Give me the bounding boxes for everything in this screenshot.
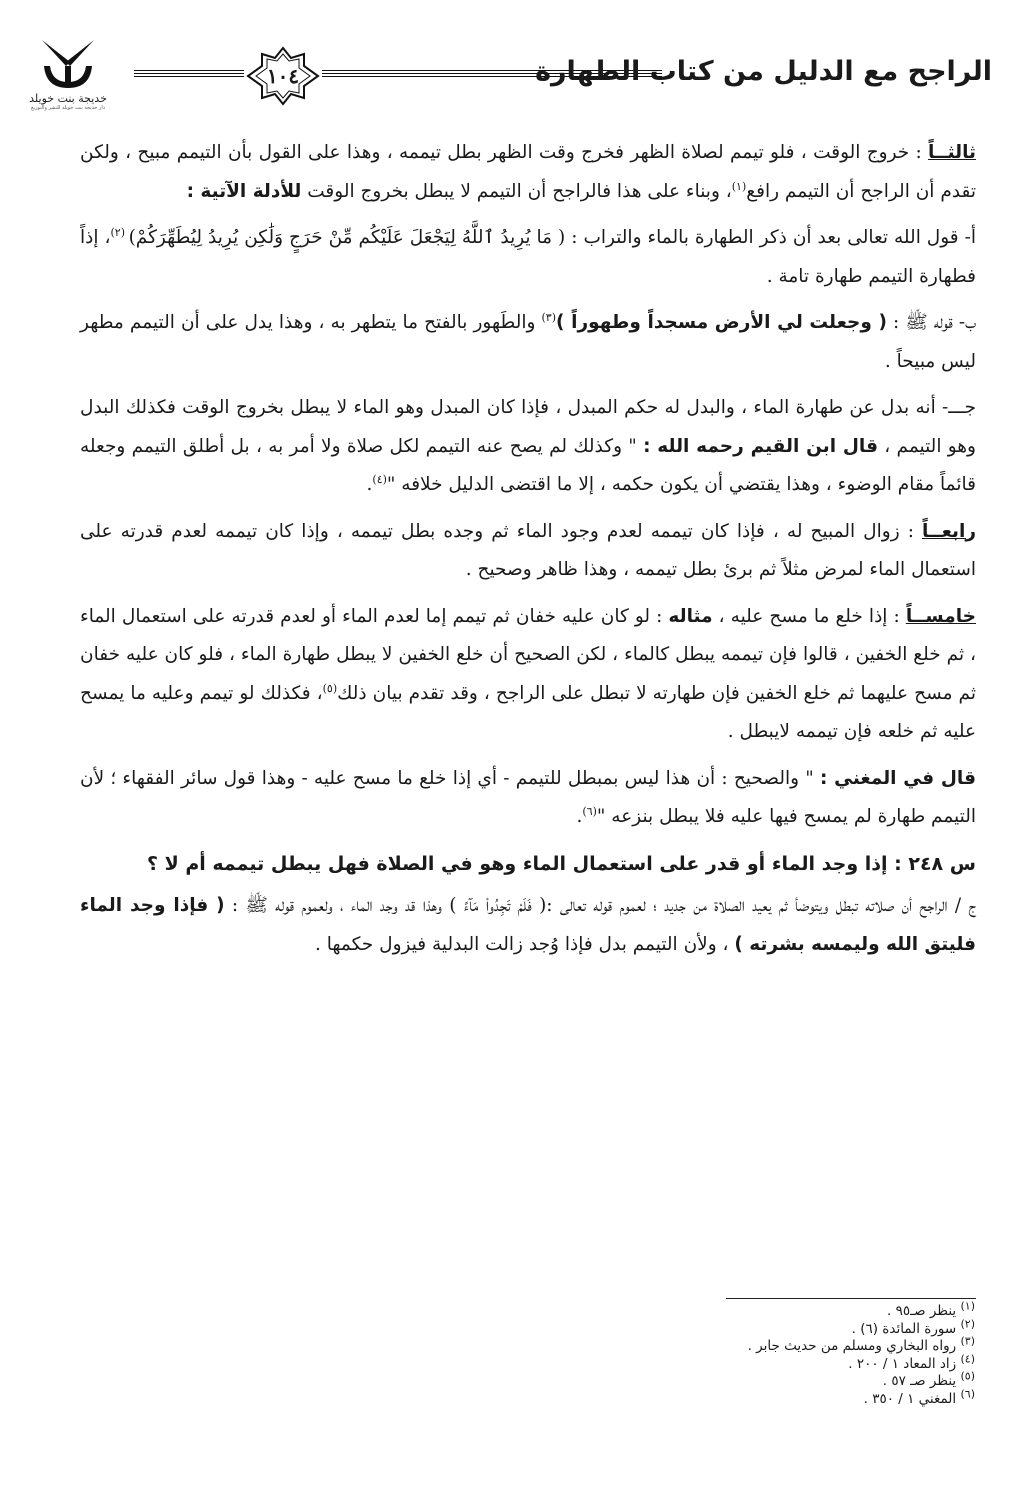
paragraph-text: أ- قول الله تعالى بعد أن ذكر الطهارة بالماء والتراب : ( مَا يُرِيدُ ٱللَّهُ لِيَجْعَلَ عَلَيْكُم مِّنْ حَرَجٍ وَلَٰكِن يُرِيدُ لِيُطَهِّرَكُمْ): [128, 227, 977, 248]
paragraph-text: .: [366, 474, 373, 495]
footnote-number: (٣): [960, 1334, 975, 1348]
paragraph-text: ج / الراجح أن صلاته تبطل ويتوضأ ثم يعيد الصلاة من جديد ؛ لعموم قوله تعالى :( فَلَمْ تَجِدُواْ مَآءً ) وهذا قد وجد الماء ، ولعموم قوله ﷺ :: [224, 895, 976, 916]
section-label: ثالثــاً: [928, 142, 976, 163]
section-label: خامســاً: [905, 605, 976, 627]
footnote-number: (٥): [960, 1369, 975, 1383]
footnote-ref: (٢): [110, 225, 129, 239]
footnote-number: (٤): [960, 1352, 975, 1365]
footnote-number: (٦): [960, 1387, 975, 1400]
hadith-text: ( وجعلت لي الأرض مسجداً وطهوراً ): [556, 312, 887, 333]
paragraph-text: والطَهور بالفتح ما يتطهر به ، وهذا يدل على أن التيمم مطهر ليس مبيحاً .: [80, 312, 976, 372]
bold-text: قال في المغني :: [819, 767, 976, 789]
logo-text: خديجة بنت خويلد: [29, 92, 107, 105]
paragraph-fifth: [80, 598, 976, 752]
footnote-item: [675, 1334, 975, 1356]
bold-text: للأدلة الآتية :: [186, 180, 302, 202]
bold-text: مثاله: [668, 605, 713, 627]
footnote-text: زاد المعاد ١ / ٢٠٠ .: [848, 1355, 957, 1372]
footnote-divider: [726, 1298, 976, 1299]
footnote-item: [675, 1387, 975, 1409]
paragraph-text: : زوال المبيح له ، فإذا كان تيممه لعدم وجود الماء ثم وجده بطل تيممه ، وإذا كان تيممه لعدم قدرته على استعمال الماء لمرض مثلاً ثم برئ بطل تيممه ، وهذا ظاهر وصحيح .: [80, 520, 976, 580]
paragraph-third: [80, 134, 976, 211]
paragraph-text: ، إذاً فطهارة التيمم طهارة تامة .: [80, 227, 976, 287]
paragraph-evidence-c: [80, 389, 976, 505]
publisher-logo: [22, 36, 114, 120]
header-rule-left: [134, 70, 244, 82]
book-title: الراجح مع الدليل من كتاب الطهارة: [535, 56, 992, 87]
paragraph-text: ، ولأن التيمم بدل فإذا وُجد زالت البدلية فيزول حكمها .: [314, 933, 735, 955]
paragraph-mughni-quote: [80, 760, 976, 837]
footnote-ref: (٦): [582, 804, 597, 818]
page-body: [80, 134, 976, 972]
footnote-text: سورة المائدة (٦) .: [851, 1320, 957, 1337]
paragraph-text: " وكذلك لم يصح عنه التيمم لكل صلاة ولا أمر به ، بل أطلق التيمم وجعله قائماً مقام الوضوء ، وهذا يقتضي أن يكون حكمه ، إلا ما اقتضى الدليل خلافه ": [80, 435, 976, 495]
footnote-text: ينظر صـ ٥٧ .: [882, 1373, 957, 1389]
paragraph-evidence-b: [80, 304, 976, 381]
page-number: ١٠٤: [266, 64, 300, 88]
paragraph-fourth: [80, 513, 976, 590]
page-number-badge: [244, 46, 322, 106]
logo-subtext: دار خديجة بنت خويلد للنشر والتوزيع: [31, 105, 105, 111]
paragraph-text: .: [576, 806, 583, 827]
footnote-ref: (١): [731, 179, 747, 193]
bold-text: قال ابن القيم رحمه الله :: [643, 435, 878, 457]
footnote-item: [675, 1369, 975, 1391]
paragraph-text: : إذا خلع ما مسح عليه ،: [712, 605, 906, 627]
footnote-text: المغني ١ / ٣٥٠ .: [863, 1390, 957, 1407]
paragraph-text: " والصحيح : أن هذا ليس بمبطل للتيمم - أي إذا خلع ما مسح عليه - وهذا قول سائر الفقهاء ؛ لأن التيمم طهارة لم يمسح فيها عليه فلا يبطل بنزعه ": [80, 767, 976, 827]
footnote-number: (١): [960, 1299, 975, 1313]
section-label: رابعــاً: [922, 520, 976, 542]
page-header: [22, 30, 992, 126]
footnote-item: [675, 1352, 975, 1374]
paragraph-text: : لو كان عليه خفان ثم تيمم إما لعدم الماء أو لعدم قدرته على استعمال الماء ، ثم خلع الخفين ، قالوا فإن تيممه يبطل كالماء ، لكن الصحيح أن خلع الخفين لا يبطل طهارة الماء ، فلو كان عليه خفان ثم مسح عليهما ثم خلع الخفين فإن طهارته لا تبطل على الراجح ، وقد تقدم بيان ذلك: [80, 605, 976, 704]
footnote-number: (٢): [960, 1317, 975, 1330]
footnotes: [675, 1299, 975, 1408]
footnote-item: [675, 1317, 975, 1339]
paragraph-text: جـــ- أنه بدل عن طهارة الماء ، والبدل له حكم المبدل ، فإذا كان المبدل وهو الماء لا يبطل بخروج الوقت فكذلك البدل وهو التيمم ،: [80, 397, 976, 457]
footnote-ref: (٤): [372, 472, 387, 486]
footnote-ref: (٣): [541, 310, 557, 324]
paragraph-text: ، فكذلك لو تيمم وعليه ما يمسح عليه ثم خلعه فإن تيممه لايبطل .: [80, 682, 976, 742]
paragraph-text: ، وبناء على هذا فالراجح أن التيمم لا يبطل بخروج الوقت: [301, 180, 732, 202]
question-heading: س ٢٤٨ : إذا وجد الماء أو قدر على استعمال الماء وهو في الصلاة فهل يبطل تيممه أم لا ؟: [146, 852, 976, 875]
footnote-text: رواه البخاري ومسلم من حديث جابر .: [747, 1338, 957, 1354]
hadith-text: ( فإذا وجد الماء فليتق الله وليمسه بشرته ): [80, 895, 976, 955]
paragraph-text: ب- قوله ﷺ :: [886, 312, 976, 333]
footnote-text: ينظر صـ٩٥ .: [887, 1303, 957, 1319]
paragraph-text: : خروج الوقت ، فلو تيمم لصلاة الظهر فخرج وقت الظهر بطل تيممه ، وهذا على القول بأن التيمم مبيح ، ولكن تقدم أن الراجح أن التيمم رافع: [80, 142, 976, 202]
paragraph-answer: [80, 887, 976, 964]
footnote-ref: (٥): [322, 681, 338, 695]
footnote-item: [675, 1299, 975, 1321]
paragraph-evidence-a: [80, 219, 976, 296]
logo-emblem-icon: [36, 36, 100, 94]
